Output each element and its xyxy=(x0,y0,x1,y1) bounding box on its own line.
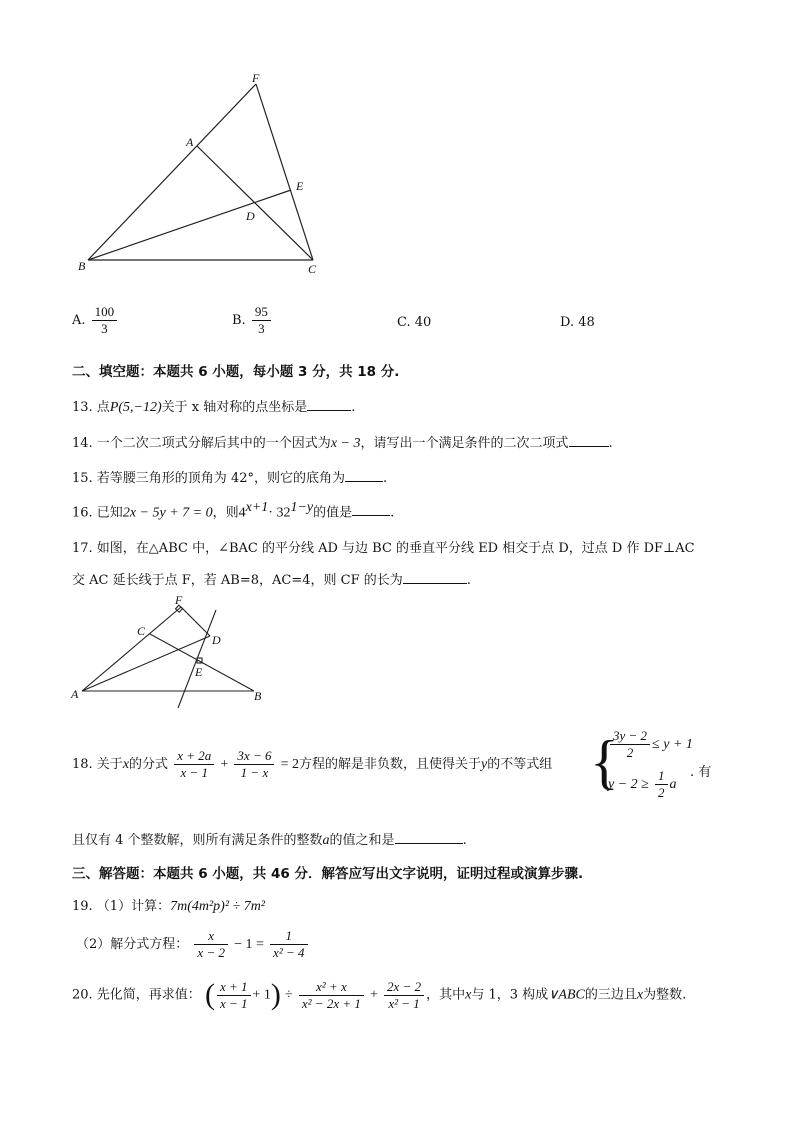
question-17-line1: 17. 如图，在△ABC 中，∠BAC 的平分线 AD 与边 BC 的垂直平分线 ED 相交于点 D，过点 D 作 DF⊥AC xyxy=(72,541,695,556)
option-b-fraction: $\frac{95}{3}$ xyxy=(252,304,271,337)
question-18-line2: 且仅有 4 个整数解，则所有满足条件的整数a的值之和是 . xyxy=(72,833,467,848)
figure-2-triangle xyxy=(68,594,273,712)
question-13: 13. 点P(5,−12)关于 x 轴对称的点坐标是 . xyxy=(72,400,356,415)
label-B2: B xyxy=(254,689,262,703)
line-FD xyxy=(181,607,210,636)
label-D2: D xyxy=(212,633,221,647)
question-15: 15. 若等腰三角形的顶角为 42°，则它的底角为 . xyxy=(72,471,388,486)
option-b xyxy=(232,304,273,337)
question-14: 14. 一个二次二项式分解后其中的一个因式为x − 3，请写出一个满足条件的二次二项式 . xyxy=(72,436,613,451)
label-C2: C xyxy=(137,624,146,638)
line-FC xyxy=(256,84,313,260)
label-A: A xyxy=(186,135,194,149)
line-AF xyxy=(82,607,181,691)
label-E: E xyxy=(296,179,304,193)
label-F2: F xyxy=(175,594,183,607)
label-D: D xyxy=(246,209,255,223)
section-3-title: 三、解答题：本题共 6 小题，共 46 分．解答应写出文字说明，证明过程或演算步骤. xyxy=(72,866,584,882)
option-a-fraction: $\frac{100}{3}$ xyxy=(92,304,118,337)
option-b-label: B. xyxy=(232,313,246,328)
label-C: C xyxy=(308,262,317,276)
section-2-title: 二、填空题：本题共 6 小题，每小题 3 分，共 18 分. xyxy=(72,364,400,380)
label-A2: A xyxy=(71,687,79,701)
question-16: 16. 已知2x − 5y + 7 = 0，则$4^{x+1}\cdot 32^{1-y}$的值是 . xyxy=(72,500,395,521)
option-a xyxy=(72,304,119,337)
line-BE xyxy=(88,190,291,260)
question-18-tail: . 有 xyxy=(690,765,712,780)
line-BF xyxy=(88,84,256,260)
label-F: F xyxy=(252,71,260,85)
question-18-line1: 18. 关于x的分式 $\frac{x + 2a}{x - 1}$ + $\frac{3x - 6}{1 - x}$ = 2方程的解是非负数，且使得关于y的不等式组 xyxy=(72,748,553,780)
question-19-part2: （2）解分式方程： $\frac{x}{x - 2}$ − 1 = $\frac{1}{\text{x² − 4}}$ xyxy=(76,928,310,961)
line-AD xyxy=(82,636,210,691)
label-B: B xyxy=(78,259,86,273)
figure-1-triangle xyxy=(70,70,340,285)
option-a-label: A. xyxy=(72,313,86,328)
label-E2: E xyxy=(195,665,203,679)
question-17-line2: 交 AC 延长线于点 F，若 AB=8，AC=4，则 CF 的长为 . xyxy=(72,573,471,588)
option-c: C. 40 xyxy=(397,315,432,330)
question-19-part1: 19. （1）计算：7m(4m²p)² ÷ 7m² xyxy=(72,899,266,914)
question-20: 20. 先化简，再求值： ( $\frac{x + 1}{x - 1}$ + 1) ÷ $\frac{\text{x² + x}}{\text{x² − 2x + 1}}$ + $\frac{2x - 2}{\text{x² − 1}}$ ，其中x与 1，3 构成∨ABC的三边且x为整数. xyxy=(72,978,687,1011)
option-d: D. 48 xyxy=(560,315,595,330)
